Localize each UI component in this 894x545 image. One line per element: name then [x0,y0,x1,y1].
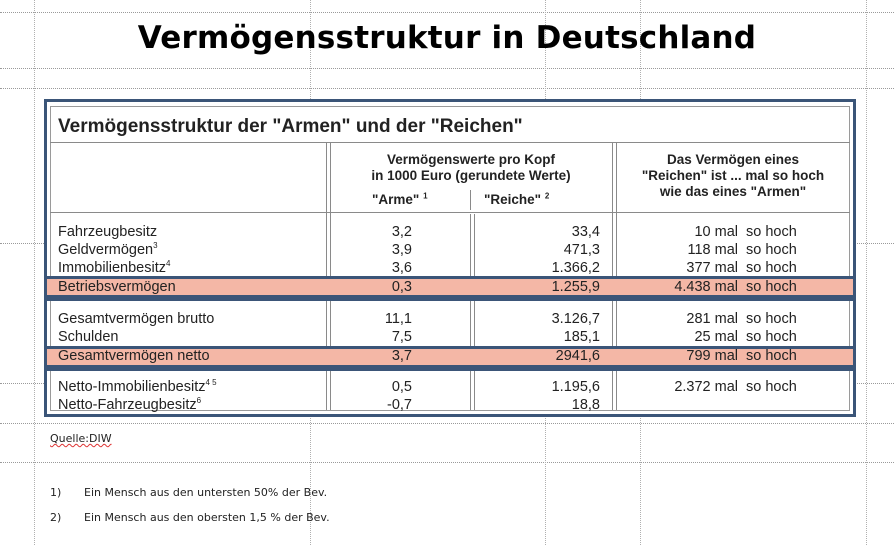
table-row [0,279,894,297]
section-separator [44,298,856,301]
row-label-text: Gesamtvermögen brutto [58,311,215,327]
row-sohoch: so hoch [746,279,797,295]
row-sohoch: so hoch [746,224,797,240]
row-arme-value: 0,5 [391,379,412,395]
row-sohoch: so hoch [746,348,797,364]
table-rule [470,190,471,210]
row-reiche-value: 2941,6 [555,348,600,364]
row-arme-value: 7,5 [391,329,412,345]
guide-line [0,88,894,89]
row-label-sup: 4 [166,259,171,269]
row-label-sup: 6 [196,396,202,406]
row-reiche-value: 33,4 [571,224,600,240]
col-reiche-label: "Reiche" [484,192,542,207]
row-label [58,348,210,364]
source-text: Quelle:DIW [50,432,112,445]
row-reiche-value: 3.126,7 [551,311,600,327]
table-row [0,242,894,260]
row-label-text: Gesamtvermögen netto [58,348,210,364]
col-reiche-sup: 2 [544,191,550,201]
table-rule [50,142,850,143]
guide-line [0,68,894,69]
col-ratio-header [616,152,850,200]
row-sohoch: so hoch [746,242,797,258]
row-sohoch: so hoch [746,379,797,395]
col-ratio-header-line: "Reichen" ist ... mal so hoch [641,168,825,183]
col-values-header-line: in 1000 Euro (gerundete Werte) [371,168,571,183]
row-label [58,311,214,327]
guide-line [0,462,894,463]
row-ratio-value: 4.438 mal [674,279,738,295]
footnote[interactable] [50,511,330,524]
col-arme-label: "Arme" [372,192,420,207]
row-reiche-value: 185,1 [563,329,600,345]
section-separator [44,368,856,371]
row-sohoch: so hoch [746,311,797,327]
row-reiche-value: 1.255,9 [551,279,600,295]
row-label [58,260,170,276]
row-reiche-value: 1.195,6 [551,379,600,395]
footnote-text: Ein Mensch aus den untersten 50% der Bev. [84,486,328,499]
table-row [0,379,894,397]
row-label-text: Betriebsvermögen [58,279,176,295]
table-heading: Vermögensstruktur der "Armen" und der "Reichen" [58,116,523,137]
row-label-text: Netto-Fahrzeugbesitz [58,397,197,413]
col-values-header-line: Vermögenswerte pro Kopf [386,152,556,167]
row-label [58,279,176,295]
row-label [58,329,118,345]
source-note[interactable] [50,432,112,445]
row-arme-value: 11,1 [384,311,412,327]
row-label-text: Fahrzeugbesitz [58,224,158,240]
footnote-number: 1) [50,486,62,499]
table-row [0,397,894,415]
row-ratio-value: 281 mal [686,311,738,327]
footnote[interactable] [50,486,327,499]
row-label-sup: 3 [153,241,158,251]
table-row [0,329,894,347]
table-row [0,348,894,366]
row-label-sup: 4 5 [205,378,217,388]
col-reiche-header [484,192,549,207]
row-ratio-value: 25 mal [694,329,738,345]
footnote-number: 2) [50,511,62,524]
footnote-text: Ein Mensch aus den obersten 1,5 % der Bev. [84,511,330,524]
row-arme-value: 0,3 [391,279,412,295]
row-ratio-value: 799 mal [686,348,738,364]
row-arme-value: 3,6 [391,260,412,276]
guide-line [0,423,894,424]
row-label-text: Schulden [58,329,119,345]
row-sohoch: so hoch [746,260,797,276]
row-label-text: Netto-Immobilienbesitz [58,379,206,395]
col-arme-sup: 1 [423,191,428,201]
col-ratio-header-line: wie das eines "Armen" [659,184,807,199]
table-row [0,311,894,329]
row-label [58,242,158,258]
table-rule [50,212,850,213]
page-title[interactable]: Vermögensstruktur in Deutschland [137,20,757,56]
row-arme-value: -0,7 [387,397,412,413]
row-label [58,397,201,413]
row-label-text: Geldvermögen [58,242,154,258]
table-row [0,224,894,242]
row-label [58,379,217,395]
col-values-header [330,152,612,184]
row-reiche-value: 471,3 [563,242,600,258]
row-ratio-value: 118 mal [687,242,738,258]
guide-line [0,12,894,13]
table-row [0,260,894,278]
row-ratio-value: 2.372 mal [674,379,738,395]
row-label-text: Immobilienbesitz [58,260,166,276]
row-label [58,224,157,240]
row-arme-value: 3,7 [391,348,412,364]
col-ratio-header-line: Das Vermögen eines [666,152,800,167]
row-arme-value: 3,9 [391,242,412,258]
row-ratio-value: 10 mal [694,224,738,240]
row-ratio-value: 377 mal [686,260,738,276]
col-arme-header [372,192,428,207]
row-sohoch: so hoch [746,329,797,345]
row-reiche-value: 18,8 [571,397,600,413]
row-reiche-value: 1.366,2 [551,260,600,276]
row-arme-value: 3,2 [391,224,412,240]
